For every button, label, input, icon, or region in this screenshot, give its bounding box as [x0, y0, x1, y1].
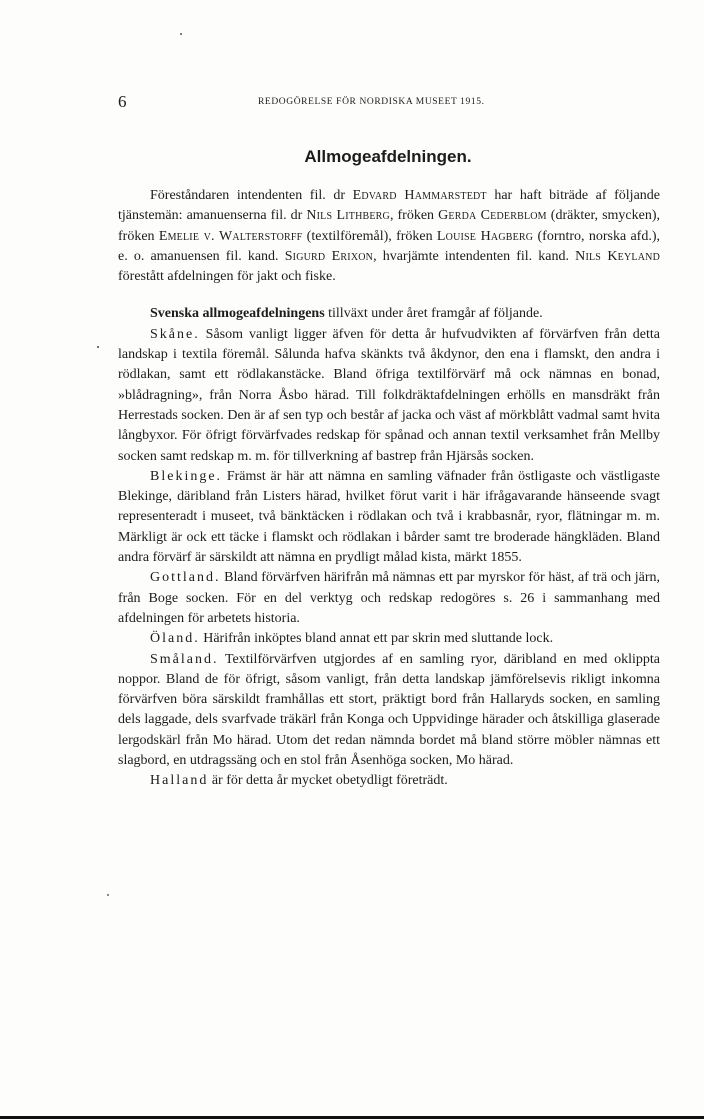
- text-span: (dräkter, smycken), fröken: [118, 208, 661, 244]
- person-name: Nils Keyland: [575, 248, 660, 264]
- text-span: Främst är här att nämna en samling väfnader från östligaste och västligaste Blekinge, däribland från Listers härad, hvilket förut varit i här ifrågavarande hänseende svagt representeradt i museet, två bänktäcken i rödlakan och två i krabbasnår, ryor, flätningar m. m. Märkligt är ock ett täcke i flamskt och rödlakan i bårder samt tre broderade hängkläden. Bland andra förvärf är särskildt att nämna en prydligt målad kista, märkt 1855.: [118, 468, 660, 566]
- text-span: Textilförvärfven utgjordes af en samling ryor, däribland en med oklippta noppor. Bland de för öfrigt, såsom vanligt, från detta landskap jämförelsevis rikligt inkomna förvärfven böra särskildt framhållas ett stort, präktigt bord från Hallaryds socken, en samling dels laggade, dels svarfvade träkärl från Konga och Uppvidinge härader och åtskilliga glaserade lergodskärl från Mo härad. Utom det redan nämnda bordet må bland större möbler nämnas ett slagbord, en utdragssäng och en stol från Åsenhöga socken, Mo härad.: [118, 651, 660, 769]
- text-span: är för detta år mycket obetydligt företrädt.: [208, 773, 448, 789]
- province-heading: Öland.: [150, 631, 200, 647]
- province-heading: Halland: [150, 773, 209, 789]
- paragraph-staff: [118, 186, 660, 287]
- province-heading: Blekinge.: [150, 468, 223, 484]
- text-span: har haft biträde af följande tjänstemän: amanuenserna fil. dr: [118, 188, 660, 224]
- person-name: Louise Hagberg: [436, 228, 534, 244]
- person-name: Nils Lithberg: [306, 208, 390, 224]
- paragraph-skane: [118, 325, 660, 467]
- paragraph-blekinge: [118, 467, 660, 568]
- person-name: Emelie v. Walterstorff: [158, 228, 303, 244]
- text-span: (textilföremål), fröken: [302, 228, 437, 244]
- province-heading: Småland.: [150, 651, 219, 667]
- text-span: förestått afdelningen för jakt och fiske.: [118, 269, 336, 285]
- province-heading: Skåne.: [150, 326, 200, 342]
- text-span: , hvarjämte intendenten fil. kand.: [373, 248, 576, 264]
- paragraph-intro: [118, 304, 660, 324]
- paragraph-gottland: [118, 568, 660, 629]
- body-text: [118, 186, 660, 792]
- text-span: Såsom vanligt ligger äfven för detta år hufvudvikten af förvärfven från detta landskap i textila föremål. Sålunda hafva skänkts två åkdynor, den ena i flamskt, den andra i rödlakan, samt ett rödlakanstäcke. Bland öfriga textilförvärf må ock nämnas en bonad, »blådragning», från Norra Åsbo härad. Till folkdräktafdelningen erhölls en mansdräkt från Herrestads socken. Den är af sen typ och består af jacka och väst af mörkblått vadmal samt hvita långbyxor. För öfrigt förvärfvades redskap för spånad och annan textil verksamhet från Mellby socken samt redskap m. m. för tillverkning af bastrep från Hjärsås socken.: [118, 326, 660, 464]
- section-title: Allmogeafdelningen.: [304, 147, 472, 166]
- speck-mark: [97, 346, 99, 348]
- person-name: Edvard Hammarstedt: [352, 188, 487, 203]
- province-heading: Gottland.: [150, 570, 221, 586]
- person-name: Sigurd Erixon: [284, 248, 374, 264]
- speck-mark: [107, 894, 109, 896]
- paragraph-oland: [118, 629, 660, 649]
- text-span: Bland förvärfven härifrån må nämnas ett par myrskor för häst, af trä och järn, från Boge socken. För en del verktyg och redskap redogöres s. 26 i sammanhang med afdelningen för arbetets historia.: [118, 570, 660, 626]
- speck-mark: [180, 33, 182, 35]
- person-name: Gerda Cederblom: [438, 208, 547, 224]
- paragraph-smaland: [118, 650, 660, 772]
- running-head: REDOGÖRELSE FÖR NORDISKA MUSEET 1915.: [258, 97, 485, 107]
- text-span: Föreståndaren intendenten fil. dr: [150, 188, 353, 203]
- text-span: , fröken: [389, 208, 439, 224]
- text-span: Härifrån inköptes bland annat ett par skrin med sluttande lock.: [199, 631, 554, 647]
- bold-lead: Svenska allmogeafdelningens: [150, 306, 325, 322]
- text-span: (forntro, norska afd.), e. o. amanuensen fil. kand.: [118, 228, 660, 264]
- text-span: tillväxt under året framgår af följande.: [324, 306, 543, 322]
- page-number: 6: [118, 92, 127, 111]
- paragraph-halland: [118, 771, 660, 791]
